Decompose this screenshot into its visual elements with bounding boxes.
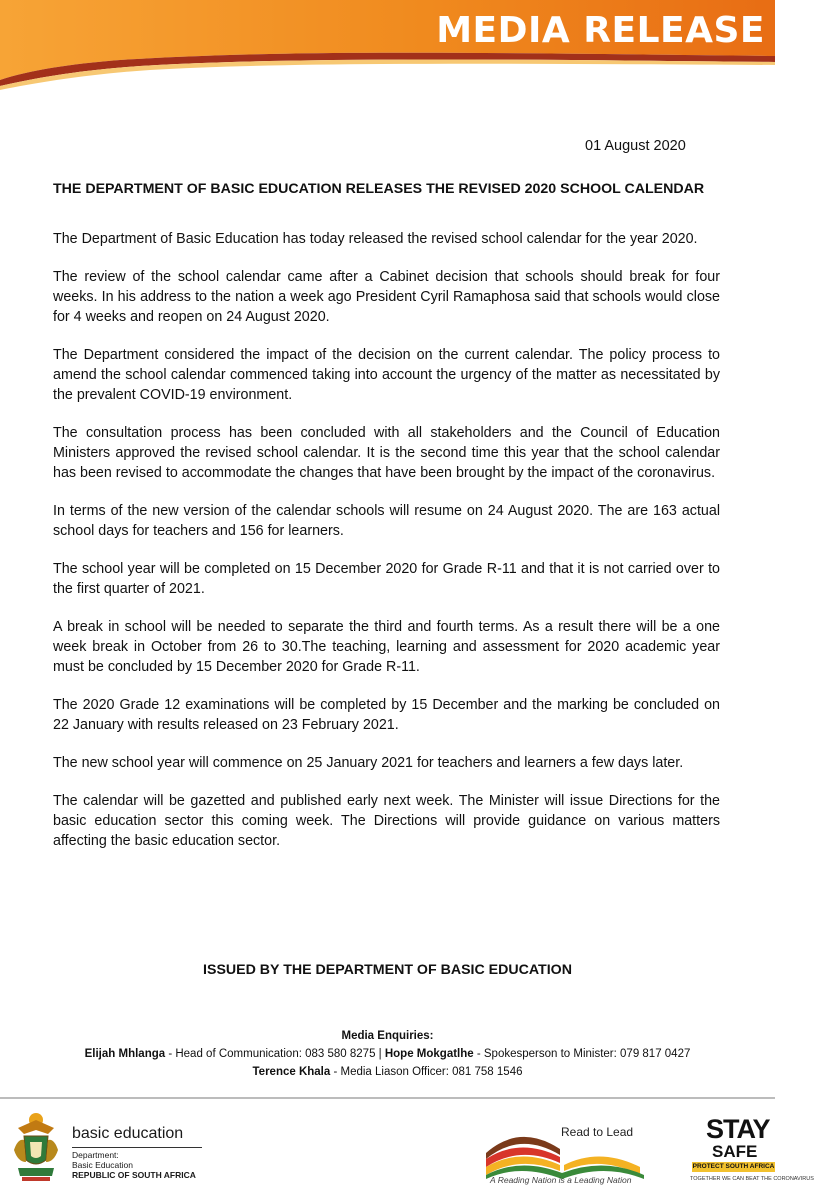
paragraph: The 2020 Grade 12 examinations will be completed by 15 December and the marking be concluded on 22 January with results released on 23 February 2021.: [53, 697, 720, 733]
paragraph: The Department considered the impact of the decision on the current calendar. The policy process to amend the school calendar commenced taking into account the urgency of the matter as necessitated by the prevalent COVID-19 environment.: [53, 347, 720, 403]
contact-role: - Media Liason Officer: 081 758 1546: [330, 1066, 523, 1078]
issued-by-line: ISSUED BY THE DEPARTMENT OF BASIC EDUCATION: [203, 962, 572, 978]
contact-name: Elijah Mhlanga: [84, 1048, 166, 1060]
stay-word: STAY: [706, 1114, 770, 1144]
header-banner: [0, 0, 775, 90]
department-label: Department:: [72, 1150, 119, 1160]
release-body: [53, 229, 720, 869]
paragraph: The new school year will commence on 25 January 2021 for teachers and learners a few days later.: [53, 755, 684, 771]
paragraph: A break in school will be needed to separate the third and fourth terms. As a result there will be a one week break in October from 26 to 30.The teaching, learning and assessment for 2020 academic year must be concluded by 15 December 2020 for Grade R-11.: [53, 619, 720, 675]
protect-south-africa-text: PROTECT SOUTH AFRICA: [692, 1163, 775, 1170]
release-date: 01 August 2020: [585, 138, 686, 154]
coat-of-arms-icon: [8, 1110, 64, 1185]
paragraph: In terms of the new version of the calendar schools will resume on 24 August 2020. The are 163 actual school days for teachers and 156 for learners.: [53, 503, 720, 539]
paragraph: The school year will be completed on 15 December 2020 for Grade R-11 and that it is not carried over to the first quarter of 2021.: [53, 561, 720, 597]
paragraph: The consultation process has been concluded with all stakeholders and the Council of Education Ministers approved the revised school calendar. It is the second time this year that the school calendar has been revised to accommodate the changes that have been brought by the impact of the coronavirus.: [53, 425, 720, 481]
beat-coronavirus-text: TOGETHER WE CAN BEAT THE CORONAVIRUS: [690, 1176, 814, 1182]
reading-nation-tagline: A Reading Nation is a Leading Nation: [490, 1175, 632, 1185]
enquiries-heading: Media Enquiries:: [341, 1030, 434, 1042]
republic-label: REPUBLIC OF SOUTH AFRICA: [72, 1170, 196, 1180]
department-rule: [72, 1147, 202, 1148]
basic-education-wordmark: basic education: [72, 1125, 184, 1142]
paragraph: The Department of Basic Education has today released the revised school calendar for the year 2020.: [53, 231, 698, 247]
media-release-title: MEDIA RELEASE: [436, 10, 765, 51]
footer-divider: [0, 1097, 775, 1099]
contact-name: Terence Khala: [252, 1066, 331, 1078]
department-details: [72, 1150, 196, 1180]
protect-south-africa-bar: [692, 1162, 775, 1172]
read-to-lead-text: Read to Lead: [561, 1125, 634, 1139]
contact-role: - Spokesperson to Minister: 079 817 0427: [473, 1048, 691, 1060]
paragraph: The calendar will be gazetted and published early next week. The Minister will issue Directions for the basic education sector this coming week. The Directions will provide guidance on various matters affecting the basic education sector.: [53, 793, 720, 849]
department-name: Basic Education: [72, 1160, 133, 1170]
enquiries-line-1: [0, 1045, 775, 1063]
contact-role: - Head of Communication: 083 580 8275 |: [165, 1048, 385, 1060]
release-headline: THE DEPARTMENT OF BASIC EDUCATION RELEASES THE REVISED 2020 SCHOOL CALENDAR: [53, 181, 705, 197]
enquiries-line-2: [0, 1063, 775, 1081]
safe-word: SAFE: [712, 1142, 758, 1161]
contact-name: Hope Mokgatlhe: [384, 1048, 474, 1060]
paragraph: The review of the school calendar came after a Cabinet decision that schools should break for four weeks. In his address to the nation a week ago President Cyril Ramaphosa said that schools would close for 4 weeks and reopen on 24 August 2020.: [53, 269, 720, 325]
media-enquiries: [0, 1030, 775, 1081]
